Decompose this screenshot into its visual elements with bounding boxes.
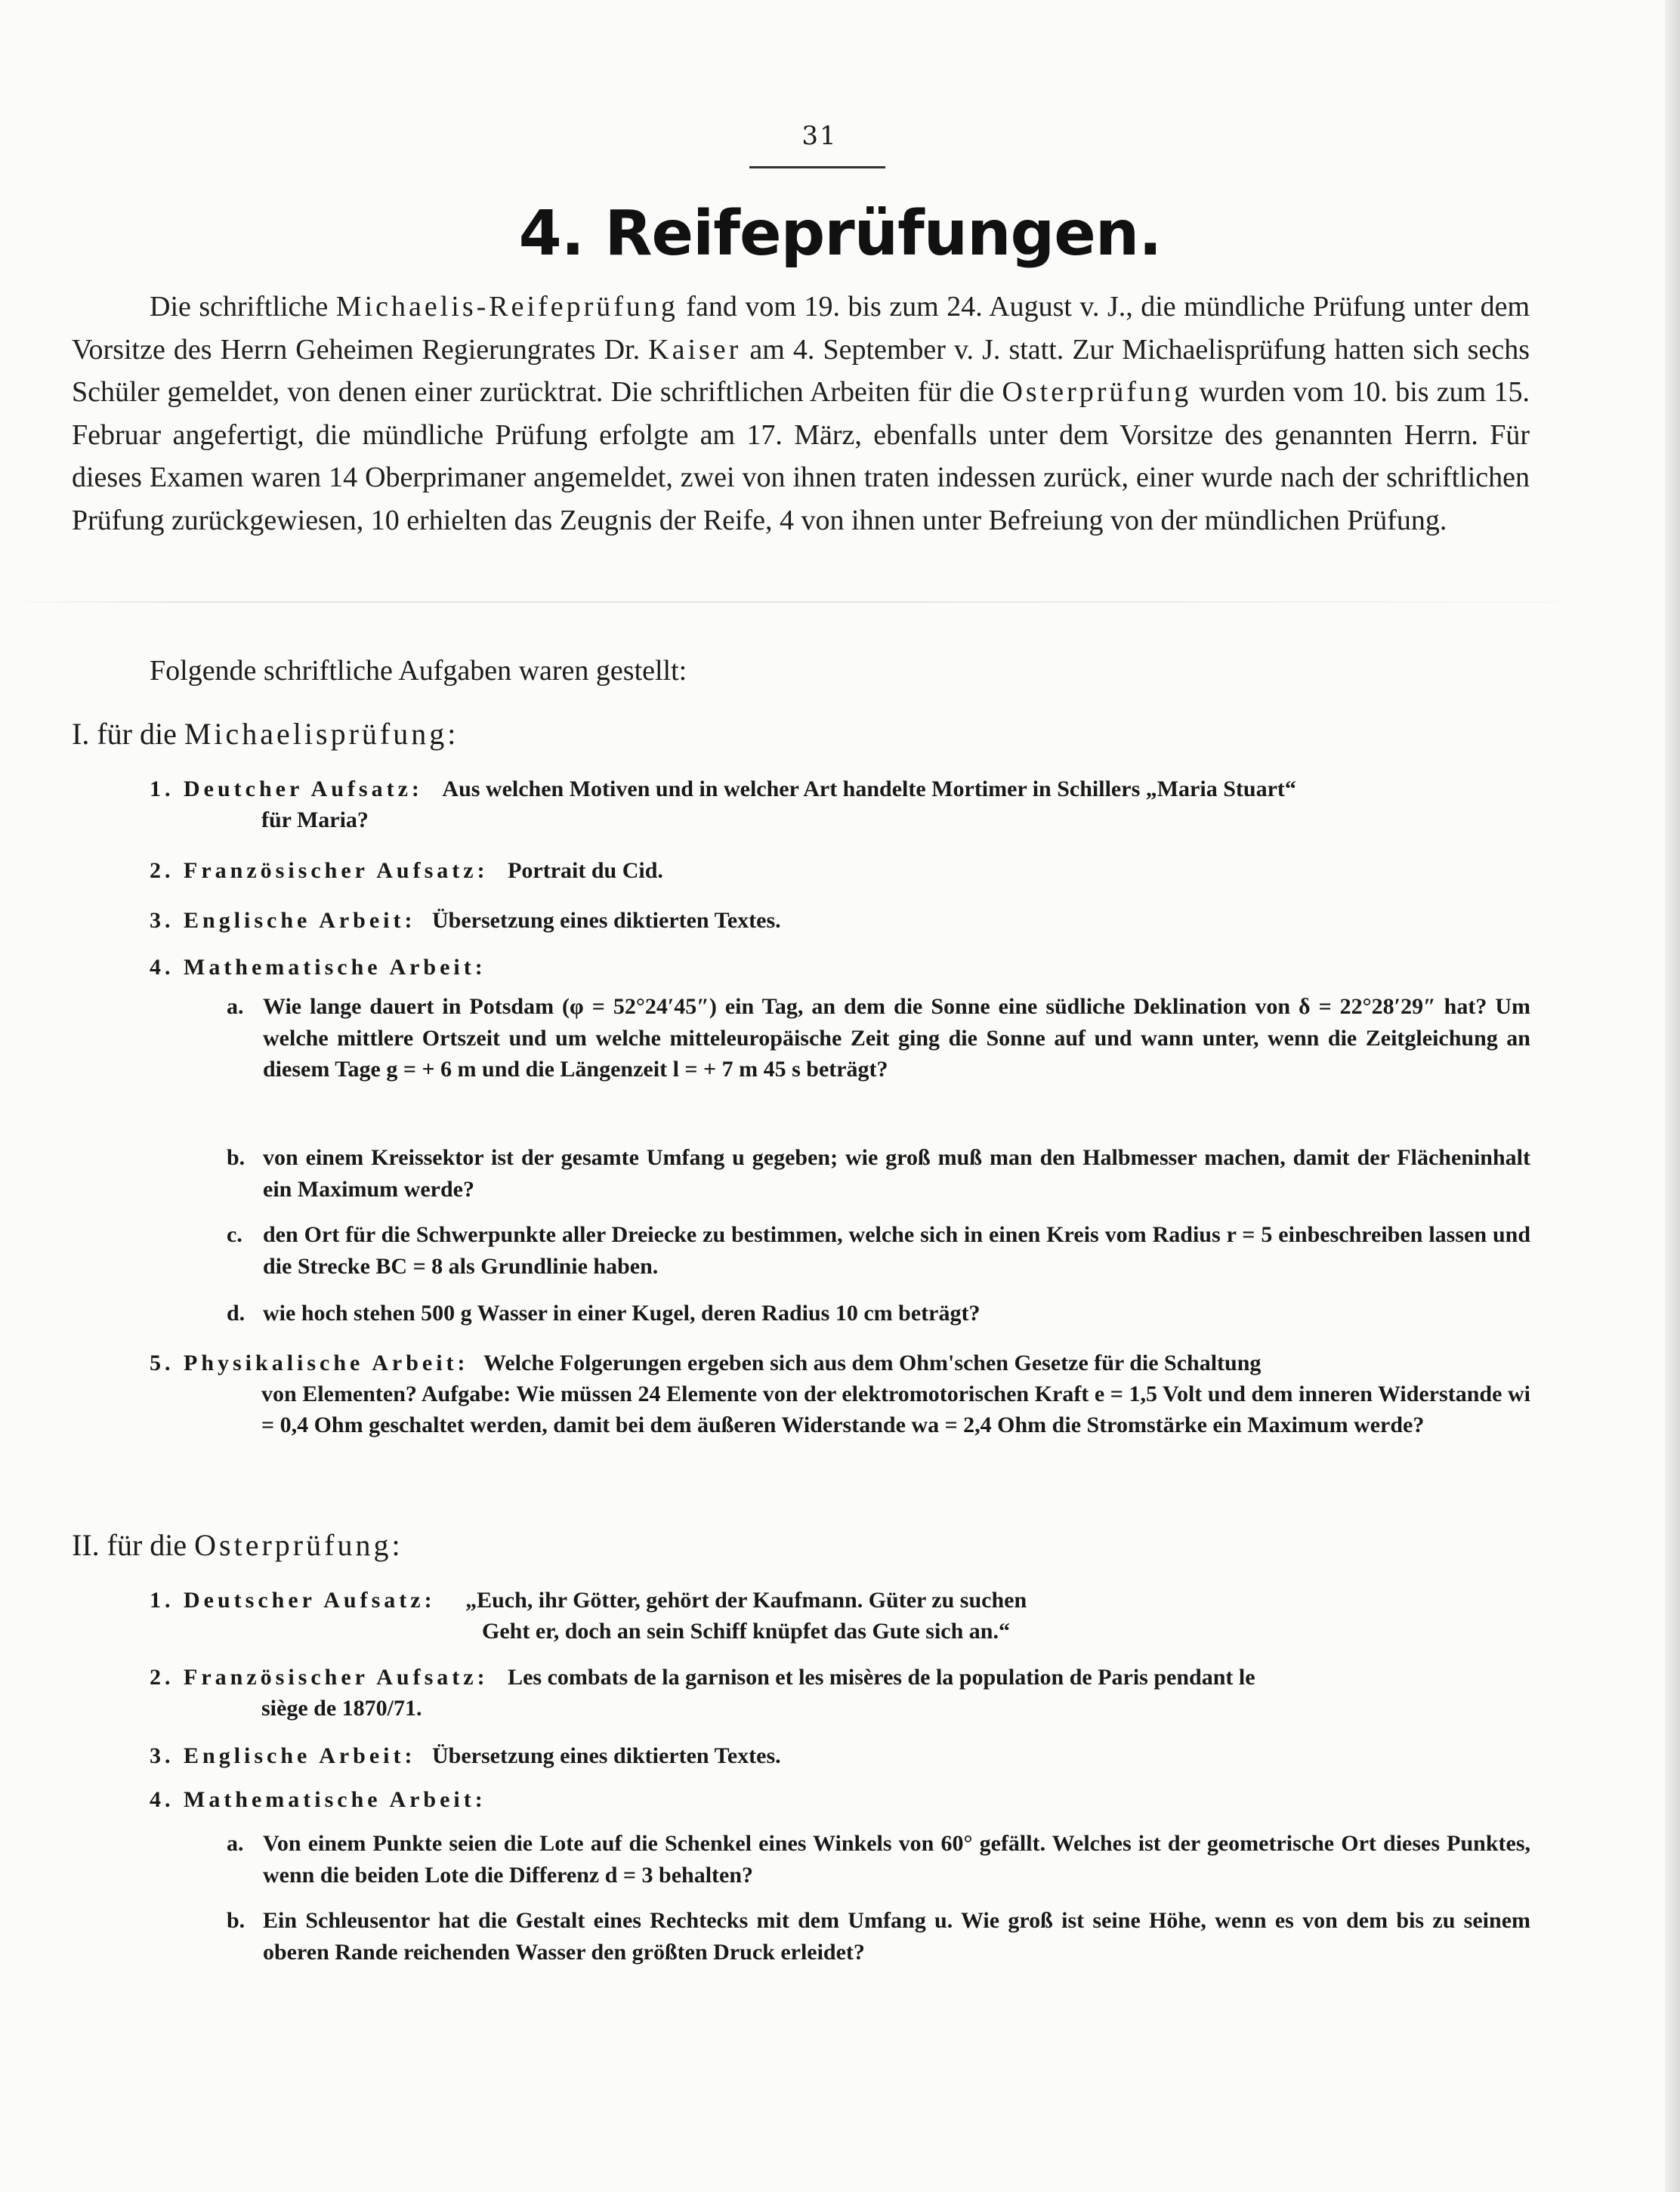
page-edge-shadow (1665, 0, 1680, 2192)
intro-text-2: fand vom 19. bis zum 24. August v. J., die mündliche Prüfung unter dem Vorsitze des Herrn Geheimen Regierungrates Dr. (72, 291, 1530, 366)
intro-text-4: wurden vom 10. bis zum 15. Februar angefertigt, die mündliche Prüfung erfolgte am 17. März, ebenfalls unter dem Vorsitze des genannten Herrn. Für dieses Examen waren 14 Oberprimaner angemeldet, zwei von ihnen traten indessen zurück, einer wurde nach der schriftlichen Prüfung zurückgewiesen, 10 erhielten das Zeugnis der Reife, 4 von ihnen unter Befreiung von der mündlichen Prüfung. (72, 376, 1530, 536)
intro-paragraph (72, 286, 1530, 542)
section-oster-num: II. für die (72, 1528, 187, 1562)
m-task-french (150, 855, 1530, 886)
m-math-a-letter: a. (227, 994, 244, 1019)
m-math-c (227, 1219, 1530, 1282)
o-math-a-text: Von einem Punkte seien die Lote auf die Schenkel eines Winkels von 60° gefällt. Welches ist der geometrische Ort dieses Punktes, wenn die beiden Lote die Differenz d = 3 behalten? (263, 1831, 1530, 1888)
o-task-german (150, 1585, 1530, 1647)
o-task-french-line2: siège de 1870/71. (261, 1696, 422, 1721)
m-math-b (227, 1142, 1530, 1205)
o-math-b (227, 1905, 1530, 1968)
section-title: 4. Reifeprüfungen. (518, 198, 1162, 270)
o-math-a-letter: a. (227, 1831, 244, 1856)
m-math-b-text: von einem Kreissektor ist der gesamte Umfang u gegeben; wie groß muß man den Halbmesser machen, damit der Flächeninhalt ein Maximum werde? (263, 1145, 1530, 1202)
m-task-french-text: Portrait du Cid. (508, 858, 663, 883)
m-task-physics (150, 1348, 1530, 1440)
o-task-english-label: 3. Englische Arbeit: (150, 1743, 416, 1768)
o-task-english-text: Übersetzung eines diktierten Textes. (432, 1743, 781, 1768)
section-oster-heading (72, 1527, 403, 1563)
section-michaelis-heading (72, 716, 459, 752)
m-math-d-text: wie hoch stehen 500 g Wasser in einer Kugel, deren Radius 10 cm beträgt? (263, 1301, 981, 1326)
o-task-math-label: 4. Mathematische Arbeit: (150, 1787, 486, 1812)
o-task-french (150, 1662, 1530, 1724)
m-math-d-letter: d. (227, 1301, 246, 1326)
m-task-german-line2: für Maria? (261, 807, 369, 832)
m-math-a (227, 991, 1530, 1085)
o-task-french-line1: Les combats de la garnison et les misères de la population de Paris pendant le (508, 1665, 1255, 1690)
m-task-physics-line1: Welche Folgerungen ergeben sich aus dem Ohm'schen Gesetze für die Schaltung (483, 1351, 1262, 1375)
section-oster-name: Osterprüfung: (194, 1528, 403, 1562)
o-task-english (150, 1740, 1530, 1771)
m-task-math (150, 952, 1530, 983)
m-task-english-text: Übersetzung eines diktierten Textes. (432, 908, 781, 933)
intro-michaelis-term: Michaelis-Reifeprüfung (335, 291, 678, 323)
o-math-b-letter: b. (227, 1908, 246, 1933)
section-michaelis-name: Michaelisprüfung: (184, 717, 459, 751)
page-number: 31 (801, 121, 838, 151)
o-task-german-line2: Geht er, doch an sein Schiff knüpfet das Gute sich an.“ (482, 1619, 1010, 1644)
m-math-d (227, 1298, 1530, 1329)
o-math-b-text: Ein Schleusentor hat die Gestalt eines Rechtecks mit dem Umfang u. Wie groß ist seine Höhe, wenn es von dem bis zu seinem oberen Rande reichenden Wasser den größten Druck erleidet? (263, 1908, 1530, 1965)
intro-text-1: Die schriftliche (150, 291, 329, 323)
o-task-german-label: 1. Deutscher Aufsatz: (150, 1588, 436, 1613)
m-math-c-text: den Ort für die Schwerpunkte aller Dreiecke zu bestimmen, welche sich in einen Kreis vom Radius r = 5 einbeschreiben lassen und die Strecke BC = 8 als Grundlinie haben. (263, 1222, 1530, 1279)
o-task-math (150, 1784, 1530, 1815)
m-task-german-line1: Aus welchen Motiven und in welcher Art handelte Mortimer in Schillers „Maria Stuart“ (442, 776, 1296, 801)
m-math-a-text: Wie lange dauert in Potsdam (φ = 52°24′45″) ein Tag, an dem die Sonne eine südliche Deklination von δ = 22°28′29″ hat? Um welche mittlere Ortszeit und um welche mitteleuropäische Zeit ging die Sonne auf und wann unter, wenn die Zeitgleichung an diesem Tage g = + 6 m und die Längenzeit l = + 7 m 45 s beträgt? (263, 994, 1530, 1082)
o-task-french-label: 2. Französischer Aufsatz: (150, 1665, 489, 1690)
m-math-c-letter: c. (227, 1222, 242, 1247)
m-task-german-label: 1. Deutcher Aufsatz: (150, 776, 423, 801)
m-task-physics-rest: von Elementen? Aufgabe: Wie müssen 24 Elemente von der elektromotorischen Kraft e = 1,5 Volt und dem inneren Widerstande wi = 0,4 Ohm geschaltet werden, damit bei dem äußeren Widerstande wa = 2,4 Ohm die Stromstärke ein Maximum werde? (261, 1382, 1530, 1437)
section-michaelis-num: I. für die (72, 717, 177, 751)
intro-oster-term: Osterprüfung (1002, 376, 1192, 408)
m-task-physics-label: 5. Physikalische Arbeit: (150, 1351, 469, 1375)
tasks-lead: Folgende schriftliche Aufgaben waren gestellt: (150, 655, 687, 687)
m-task-math-label: 4. Mathematische Arbeit: (150, 955, 486, 980)
m-math-b-letter: b. (227, 1145, 246, 1170)
m-task-french-label: 2. Französischer Aufsatz: (150, 858, 489, 883)
m-task-english-label: 3. Englische Arbeit: (150, 908, 416, 933)
m-task-german (150, 773, 1530, 835)
intro-kaiser-name: Kaiser (648, 333, 742, 366)
o-task-german-line1: „Euch, ihr Götter, gehört der Kaufmann. Güter zu suchen (465, 1588, 1027, 1613)
bleed-through-line (0, 601, 1680, 603)
o-math-a (227, 1828, 1530, 1891)
m-task-english (150, 905, 1530, 936)
intro-text-3: am 4. September v. J. statt. Zur Michaelisprüfung hatten sich sechs Schüler gemeldet, von denen einer zurücktrat. Die schriftlichen Arbeiten für die (72, 333, 1530, 408)
page-number-rule (749, 166, 885, 168)
